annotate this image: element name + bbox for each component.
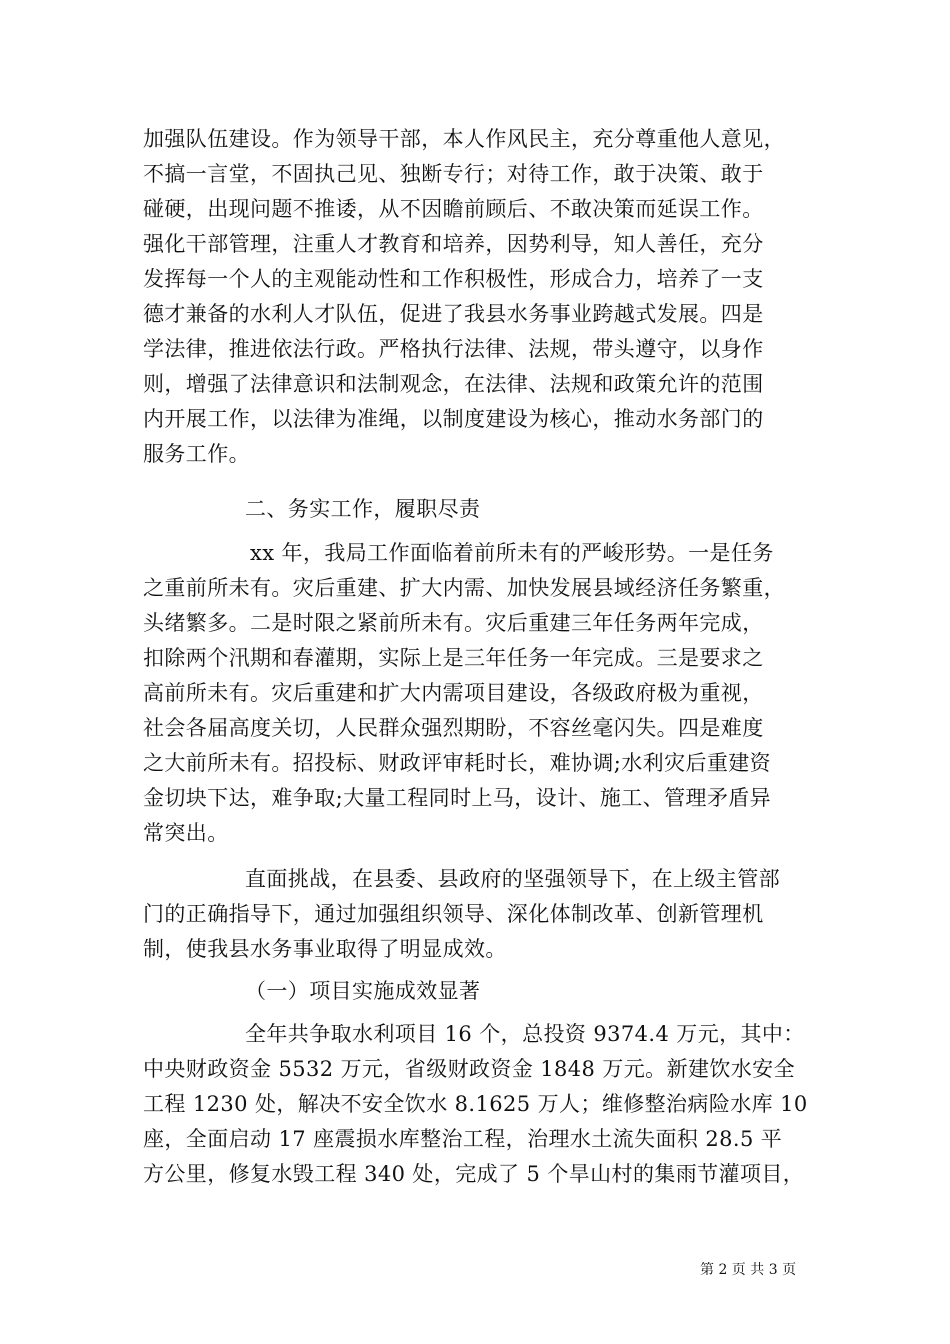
paragraph-line: 方公里，修复水毁工程 340 处，完成了 5 个旱山村的集雨节灌项目，: [143, 1162, 805, 1186]
paragraph-line: 德才兼备的水利人才队伍，促进了我县水务事业跨越式发展。四是: [143, 302, 764, 326]
paragraph-line: 服务工作。: [143, 442, 250, 466]
paragraph-line: 门的正确指导下，通过加强组织领导、深化体制改革、创新管理机: [143, 902, 764, 926]
paragraph-line: 高前所未有。灾后重建和扩大内需项目建设，各级政府极为重视，: [143, 681, 764, 705]
paragraph-line: 发挥每一个人的主观能动性和工作积极性，形成合力，培养了一支: [143, 267, 764, 291]
paragraph-line: 座，全面启动 17 座震损水库整治工程，治理水土流失面积 28.5 平: [143, 1127, 783, 1151]
paragraph-line: 直面挑战，在县委、县政府的坚强领导下，在上级主管部: [245, 867, 780, 891]
paragraph-line: 碰硬，出现问题不推诿，从不因瞻前顾后、不敢决策而延误工作。: [143, 197, 764, 221]
page-number: 第 2 页 共 3 页: [700, 1262, 797, 1278]
paragraph-line: 扣除两个汛期和春灌期，实际上是三年任务一年完成。三是要求之: [143, 646, 764, 670]
paragraph-line: 头绪繁多。二是时限之紧前所未有。灾后重建三年任务两年完成，: [143, 611, 764, 635]
paragraph-line: 内开展工作，以法律为准绳，以制度建设为核心，推动水务部门的: [143, 407, 764, 431]
subsection-heading: （一）项目实施成效显著: [245, 979, 481, 1003]
paragraph-line: 不搞一言堂，不固执己见、独断专行；对待工作，敢于决策、敢于: [143, 162, 764, 186]
paragraph-line: 之重前所未有。灾后重建、扩大内需、加快发展县域经济任务繁重，: [143, 576, 785, 600]
paragraph-line: 全年共争取水利项目 16 个，总投资 9374.4 万元，其中：: [245, 1022, 805, 1046]
paragraph-line: 金切块下达，难争取;大量工程同时上马，设计、施工、管理矛盾异: [143, 786, 772, 810]
paragraph-line: 加强队伍建设。作为领导干部，本人作风民主，充分尊重他人意见，: [143, 127, 785, 151]
paragraph-line: 制，使我县水务事业取得了明显成效。: [143, 937, 507, 961]
paragraph-line: 强化干部管理，注重人才教育和培养，因势利导，知人善任，充分: [143, 232, 764, 256]
section-heading: 二、务实工作，履职尽责: [245, 497, 481, 521]
paragraph-line: 常突出。: [143, 821, 229, 845]
paragraph-line: 则，增强了法律意识和法制观念，在法律、法规和政策允许的范围: [143, 372, 764, 396]
paragraph-line: 之大前所未有。招投标、财政评审耗时长，难协调;水利灾后重建资: [143, 751, 772, 775]
paragraph-line: 工程 1230 处，解决不安全饮水 8.1625 万人；维修整治病险水库 10: [143, 1092, 808, 1116]
paragraph-line: 中央财政资金 5532 万元，省级财政资金 1848 万元。新建饮水安全: [143, 1057, 795, 1081]
paragraph-line: 学法律，推进依法行政。严格执行法律、法规，带头遵守，以身作: [143, 337, 764, 361]
paragraph-line: xx 年，我局工作面临着前所未有的严峻形势。一是任务: [250, 541, 774, 565]
paragraph-line: 社会各届高度关切，人民群众强烈期盼，不容丝毫闪失。四是难度: [143, 716, 764, 740]
